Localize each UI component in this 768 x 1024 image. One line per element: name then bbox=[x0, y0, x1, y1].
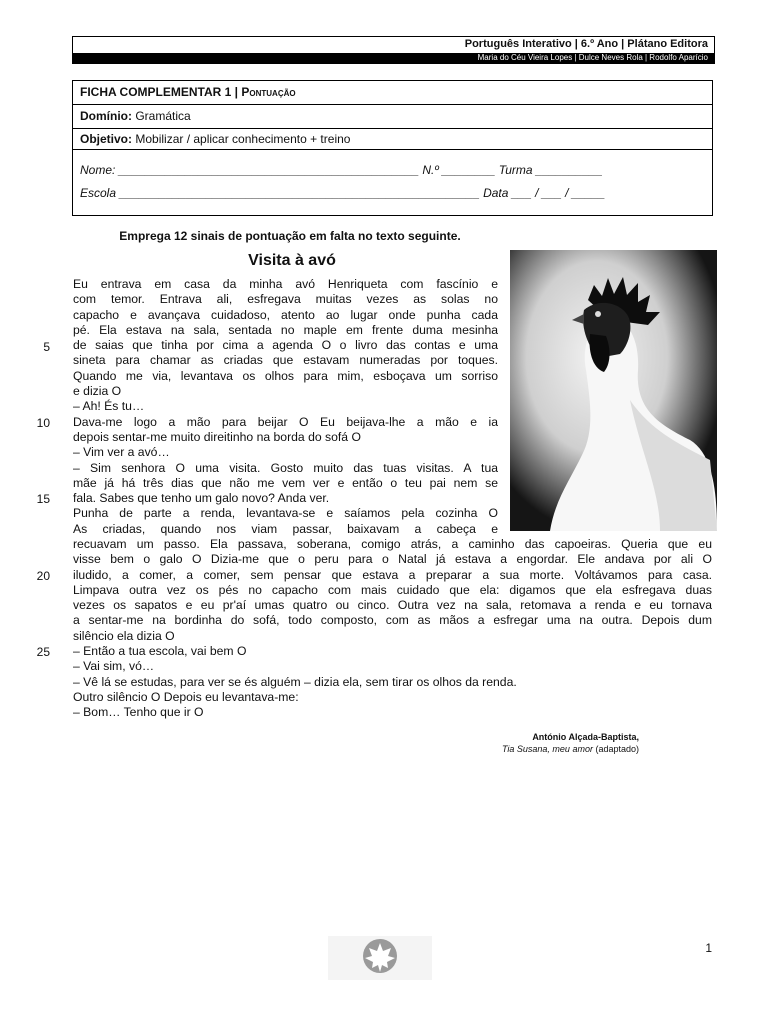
header-title: Português Interativo | 6.º Ano | Plátano Editora bbox=[464, 38, 708, 50]
credit-book: Tia Susana, meu amor bbox=[501, 744, 593, 754]
credit-note: (adaptado) bbox=[592, 744, 639, 754]
ficha-title-row bbox=[73, 81, 712, 105]
header-author-bar bbox=[73, 53, 714, 63]
text-line: vezes os sapatos e eu pr'aí umas quatro ou cinco. Outra vez na sala, retomava a renda e eu tornava bbox=[73, 598, 712, 613]
text-line: Quando me via, levantava os olhos para mim, esboçava um sorriso bbox=[73, 368, 498, 383]
publisher-logo bbox=[328, 936, 432, 980]
text-line: depois sentar-me muito direitinho na borda do sofá O bbox=[73, 429, 361, 444]
escola-field-line[interactable]: Escola ______________________________________________________ Data ___ / ___ / _____ bbox=[80, 186, 606, 200]
text-line: iludido, a comer, a comer, sem pensar que estava a preparar a sua morte. Voltávamos para casa. bbox=[73, 567, 712, 582]
maple-leaf-icon bbox=[328, 936, 432, 980]
dominio-label: Domínio: bbox=[80, 109, 132, 123]
header-authors: Maria do Céu Vieira Lopes | Dulce Neves Rola | Rodolfo Aparício bbox=[477, 53, 708, 62]
line-number: 15 bbox=[36, 492, 50, 506]
page-header bbox=[72, 36, 715, 64]
text-line: – Então a tua escola, vai bem O bbox=[73, 644, 247, 659]
text-line: Outro silêncio O Depois eu levantava-me: bbox=[73, 689, 299, 704]
instruction: Emprega 12 sinais de pontuação em falta no texto seguinte. bbox=[119, 229, 461, 243]
text-line: capacho e avançava cuidadoso, atento ao lugar onde punha cada bbox=[73, 307, 498, 322]
text-line: mãe já há três dias que não me vem ver e então o teu pai nem se bbox=[73, 475, 498, 490]
line-number: 25 bbox=[36, 645, 50, 659]
rooster-image bbox=[510, 250, 717, 531]
text-line: pé. Ela estava na sala, sentada no maple em frente duma mesinha bbox=[73, 322, 498, 337]
text-line: e dizia O bbox=[73, 384, 122, 399]
text-line: silêncio ela dizia O bbox=[73, 628, 175, 643]
ficha-title-wrap bbox=[80, 85, 296, 99]
text-line: de saias que tinha por cima a agenda O o livro das contas e uma bbox=[73, 338, 498, 353]
text-line: – Ah! És tu… bbox=[73, 399, 145, 414]
text-line: – Vê lá se estudas, para ver se és alguém – dizia ela, sem tirar os olhos da renda. bbox=[73, 674, 517, 689]
text-line: Dava-me logo a mão para beijar O Eu beijava-lhe a mão e ia bbox=[73, 414, 498, 429]
objetivo-value: Mobilizar / aplicar conhecimento + treino bbox=[132, 132, 351, 146]
text-line: fala. Sabes que tenho um galo novo? Anda ver. bbox=[73, 491, 330, 506]
text-line: – Sim senhora O uma visita. Gosto muito das tuas visitas. A tua bbox=[73, 460, 498, 475]
text-line: com temor. Entrava ali, esfregava muitas vezes as solas no bbox=[73, 292, 498, 307]
ficha-box bbox=[72, 80, 713, 216]
story-text-wide bbox=[73, 537, 712, 721]
nome-field-line[interactable]: Nome: _____________________________________________ N.º ________ Turma __________ bbox=[80, 163, 603, 177]
text-line: recuavam um passo. Ela passava, soberana, comigo atrás, a caminho das capoeiras. Queria que eu bbox=[73, 537, 712, 551]
text-line: sineta para chamar as criadas que estavam numeradas por toques. bbox=[73, 353, 498, 368]
credit-source bbox=[502, 744, 639, 754]
text-line: – Vim ver a avó… bbox=[73, 445, 170, 460]
dominio-row bbox=[73, 105, 712, 129]
objetivo-row bbox=[73, 129, 712, 150]
objetivo-wrap bbox=[80, 132, 350, 146]
rooster-icon bbox=[510, 250, 717, 531]
text-line: a sentar-me na bordinha do sofá, todo composto, com as mãos a esfregar uma na outra. Depois dum bbox=[73, 613, 712, 628]
dominio-wrap bbox=[80, 109, 191, 123]
text-line: As criadas, quando nos viam passar, baixavam a cabeça e bbox=[73, 521, 498, 536]
text-line: – Vai sim, vó… bbox=[73, 659, 155, 674]
text-line: Punha de parte a renda, levantava-se e saíamos pela cozinha O bbox=[73, 506, 498, 521]
line-number: 10 bbox=[36, 416, 50, 430]
text-line: Eu entrava em casa da minha avó Henriqueta com fascínio e bbox=[73, 277, 498, 291]
text-line: visse bem o galo O Dizia-me que o peru para o Natal já estava a engordar. Ele andava por ali O bbox=[73, 552, 712, 567]
text-line: Limpava outra vez os pés no capacho com mais cuidado que ela: digamos que ela esfregava duas bbox=[73, 582, 712, 597]
story-title: Visita à avó bbox=[248, 252, 336, 269]
text-line: – Bom… Tenho que ir O bbox=[73, 705, 204, 720]
dominio-value: Gramática bbox=[132, 109, 191, 123]
line-number: 20 bbox=[36, 569, 50, 583]
ficha-title: FICHA COMPLEMENTAR 1 bbox=[80, 85, 232, 99]
objetivo-label: Objetivo: bbox=[80, 132, 133, 146]
page-number: 1 bbox=[705, 941, 712, 955]
line-number: 5 bbox=[43, 340, 50, 354]
credit-author: António Alçada-Baptista, bbox=[532, 732, 639, 742]
story-text-narrow bbox=[73, 277, 498, 537]
ficha-topic: | Pontuação bbox=[231, 85, 296, 99]
